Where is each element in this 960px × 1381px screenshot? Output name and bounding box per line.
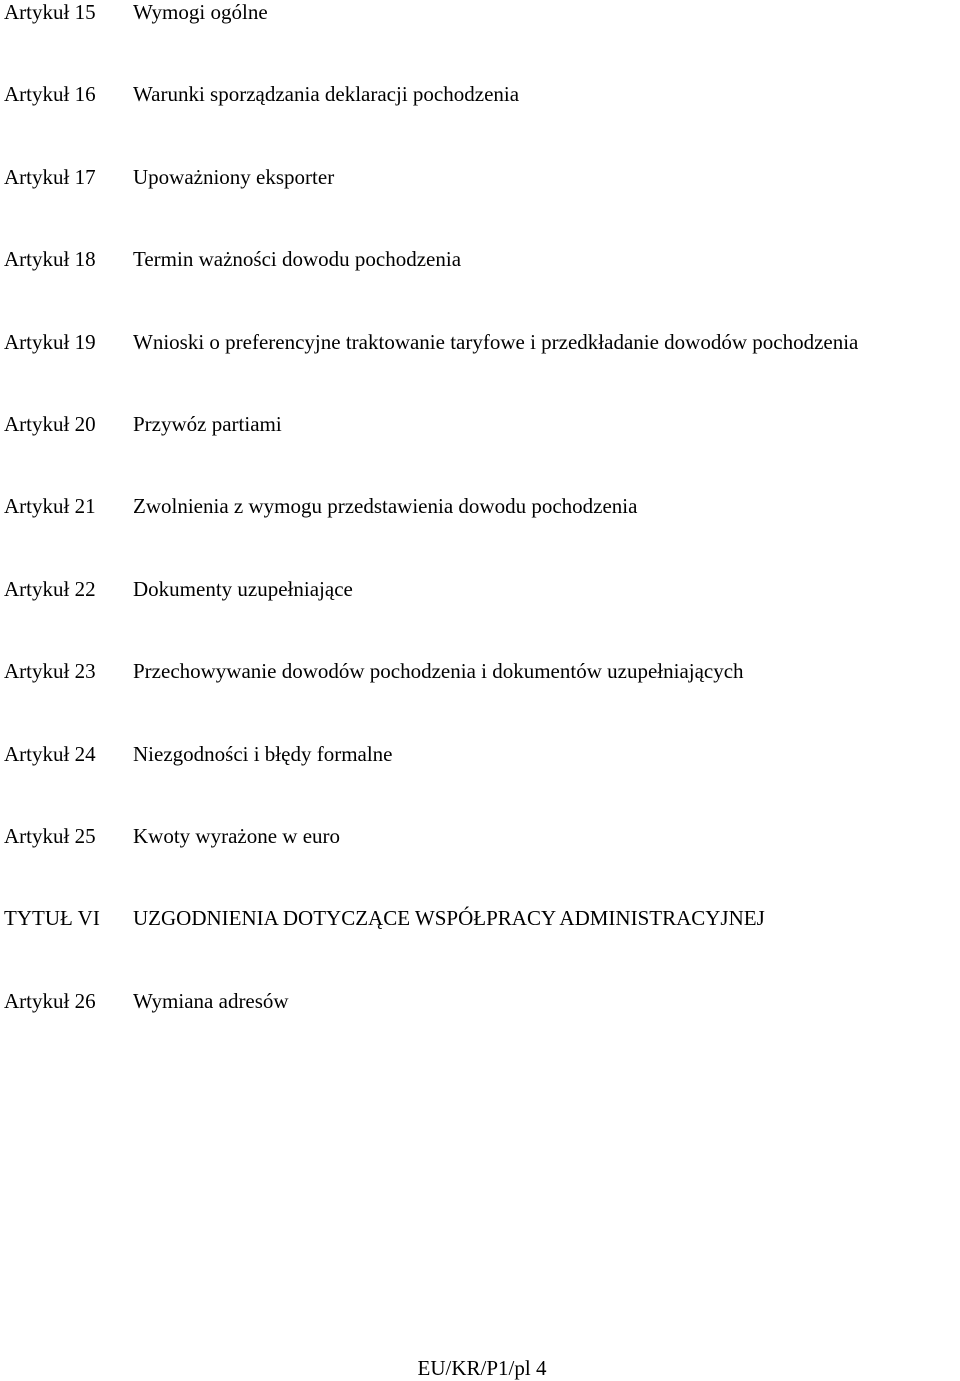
toc-row-article-26 (4, 989, 960, 1071)
article-number: Artykuł 16 (4, 82, 96, 107)
toc-row-title-vi (4, 906, 960, 988)
article-number: Artykuł 26 (4, 988, 96, 1013)
title-number: TYTUŁ VI (4, 906, 100, 931)
toc-row-article-16 (4, 82, 960, 164)
toc-row-article-22 (4, 577, 960, 659)
article-number: Artykuł 17 (4, 164, 96, 189)
article-number: Artykuł 22 (4, 576, 96, 601)
article-number: Artykuł 24 (4, 741, 96, 766)
article-title: Niezgodności i błędy formalne (133, 741, 393, 766)
article-number: Artykuł 25 (4, 823, 96, 848)
toc-row-article-23 (4, 659, 960, 741)
toc-row-article-25 (4, 824, 960, 906)
article-number: Artykuł 23 (4, 659, 96, 684)
article-title: Termin ważności dowodu pochodzenia (133, 247, 462, 272)
article-number: Artykuł 19 (4, 329, 96, 354)
article-title: Warunki sporządzania deklaracji pochodzenia (133, 82, 520, 107)
toc-row-article-15 (4, 0, 960, 82)
article-title: Przywóz partiami (133, 411, 282, 436)
article-number: Artykuł 20 (4, 411, 96, 436)
title-heading: UZGODNIENIA DOTYCZĄCE WSPÓŁPRACY ADMINISTRACYJNEJ (133, 906, 765, 931)
article-title: Zwolnienia z wymogu przedstawienia dowodu pochodzenia (133, 494, 638, 519)
article-title: Dokumenty uzupełniające (133, 576, 353, 601)
table-of-contents (4, 0, 960, 1071)
toc-row-article-24 (4, 742, 960, 824)
article-number: Artykuł 15 (4, 0, 96, 24)
article-title: Wymiana adresów (133, 988, 289, 1013)
article-title: Wymogi ogólne (133, 0, 268, 24)
page-reference: EU/KR/P1/pl 4 (417, 1356, 547, 1380)
toc-row-article-19 (4, 330, 960, 412)
article-number: Artykuł 18 (4, 247, 96, 272)
toc-row-article-17 (4, 165, 960, 247)
toc-row-article-20 (4, 412, 960, 494)
article-title: Wnioski o preferencyjne traktowanie taryfowe i przedkładanie dowodów pochodzenia (133, 329, 859, 354)
page-footer (0, 1356, 960, 1380)
article-number: Artykuł 21 (4, 494, 96, 519)
article-title: Przechowywanie dowodów pochodzenia i dokumentów uzupełniających (133, 659, 744, 684)
toc-row-article-18 (4, 247, 960, 329)
toc-row-article-21 (4, 494, 960, 576)
article-title: Kwoty wyrażone w euro (133, 823, 341, 848)
article-title: Upoważniony eksporter (133, 164, 335, 189)
